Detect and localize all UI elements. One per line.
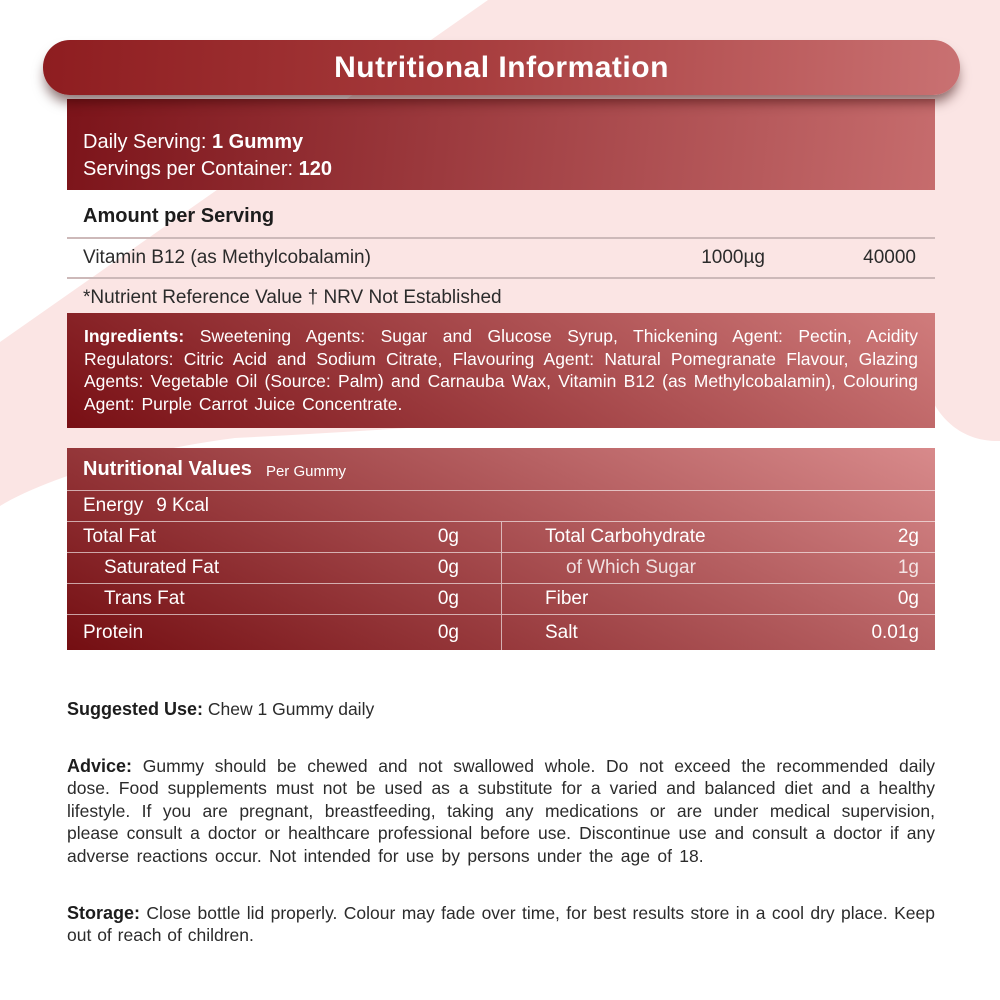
table-row bbox=[67, 553, 935, 584]
daily-serving-label: Daily Serving: bbox=[83, 131, 207, 153]
daily-serving-line bbox=[83, 129, 935, 156]
advice-text: Gummy should be chewed and not swallowed whole. Do not exceed the recommended daily dose. Food supplements must not be used as a substitute for a varied and balanced diet and a healthy lifestyle. If you are pregnant, breastfeeding, taking any medications or are under medical supervision, please consult a doctor or healthcare professional before use. Discontinue use and consult a doctor if any adverse reactions occur. Not intended for use by persons under the age of 18. bbox=[67, 755, 935, 866]
cell-salt bbox=[502, 615, 935, 650]
serving-panel bbox=[67, 99, 935, 190]
cell-total-fat bbox=[67, 522, 502, 552]
cell-trans-fat bbox=[67, 584, 502, 614]
nutrient-row bbox=[0, 247, 1000, 271]
nrv-footnote: *Nutrient Reference Value † NRV Not Established bbox=[83, 287, 502, 308]
table-row bbox=[67, 522, 935, 553]
nutrient-amount: 1000µg bbox=[701, 247, 765, 268]
nutrient-label: of Which Sugar bbox=[566, 557, 696, 578]
cell-saturated-fat bbox=[67, 553, 502, 583]
nutrient-value: 1g bbox=[897, 557, 919, 578]
table-grid bbox=[67, 522, 935, 650]
nutrient-value: 0g bbox=[437, 621, 459, 643]
cell-protein bbox=[67, 615, 502, 650]
nutrient-value: 0g bbox=[437, 557, 459, 578]
divider bbox=[67, 277, 935, 279]
cell-fiber bbox=[502, 584, 935, 614]
ingredients-label: Ingredients: bbox=[84, 326, 185, 346]
storage-label: Storage: bbox=[67, 902, 141, 923]
page-title: Nutritional Information bbox=[334, 50, 669, 84]
nutrient-value: 0g bbox=[897, 588, 919, 609]
ingredients-panel bbox=[67, 313, 935, 428]
nutritional-values-table bbox=[67, 448, 935, 650]
nutrient-value: 0g bbox=[437, 526, 459, 547]
header-bar bbox=[43, 40, 960, 95]
table-row bbox=[67, 584, 935, 615]
table-title: Nutritional Values bbox=[83, 457, 252, 480]
energy-row bbox=[67, 491, 935, 522]
nutrient-label: Salt bbox=[545, 621, 578, 643]
table-subtitle: Per Gummy bbox=[265, 462, 346, 480]
nutrient-label: Total Fat bbox=[83, 526, 156, 547]
nutrient-label: Fiber bbox=[545, 588, 589, 609]
advice-label: Advice: bbox=[67, 755, 133, 776]
storage-section bbox=[67, 902, 935, 947]
table-header-row bbox=[67, 448, 935, 491]
table-row bbox=[67, 615, 935, 650]
energy-value: 9 Kcal bbox=[156, 495, 210, 516]
suggested-use-label: Suggested Use: bbox=[67, 698, 204, 719]
amount-per-serving-heading: Amount per Serving bbox=[83, 205, 275, 227]
nutrient-label: Trans Fat bbox=[104, 588, 185, 609]
ingredients-text: Sweetening Agents: Sugar and Glucose Syrup, Thickening Agent: Pectin, Acidity Regulators: Citric Acid and Sodium Citrate, Flavouring Agent: Natural Pomegranate Flavour, Glazing Agents: Vegetable Oil (Source: Palm) and Carnauba Wax, Vitamin B12 (as Methylcobalamin), Colouring Agent: Purple Carrot Juice Concentrate. bbox=[84, 326, 918, 414]
energy-label: Energy bbox=[83, 495, 144, 516]
suggested-use-section bbox=[67, 698, 935, 721]
nutrient-label: Saturated Fat bbox=[104, 557, 220, 578]
storage-text: Close bottle lid properly. Colour may fade over time, for best results store in a cool dry place. Keep out of reach of children. bbox=[67, 902, 935, 945]
advice-section bbox=[67, 755, 935, 868]
suggested-use-text: Chew 1 Gummy daily bbox=[207, 698, 375, 719]
cell-total-carbohydrate bbox=[502, 522, 935, 552]
nutrient-value: 0g bbox=[437, 588, 459, 609]
nutrient-nrv-value: 40000 bbox=[863, 247, 916, 268]
servings-per-container-value: 120 bbox=[298, 158, 333, 180]
divider bbox=[67, 237, 935, 239]
daily-serving-value: 1 Gummy bbox=[211, 131, 304, 153]
nutrient-label: Total Carbohydrate bbox=[545, 526, 706, 547]
nutrient-label: Protein bbox=[83, 621, 144, 643]
cell-of-which-sugar bbox=[502, 553, 935, 583]
nutrient-value: 2g bbox=[897, 526, 919, 547]
nutrient-value: 0.01g bbox=[871, 621, 919, 643]
servings-per-container-line bbox=[83, 156, 935, 183]
nutrient-name: Vitamin B12 (as Methylcobalamin) bbox=[83, 247, 371, 268]
servings-per-container-label: Servings per Container: bbox=[83, 158, 294, 180]
